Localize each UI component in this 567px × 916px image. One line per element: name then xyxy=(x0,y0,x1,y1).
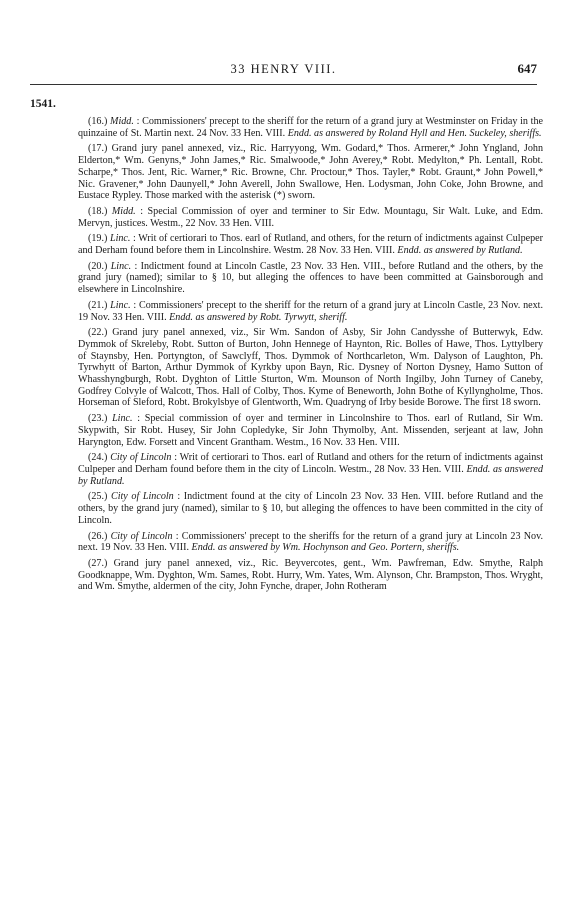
page-number: 647 xyxy=(517,61,537,76)
page-header xyxy=(30,62,537,78)
entry-endorsement: Endd. as answered by Robt. Tyrwytt, sheriff. xyxy=(169,311,348,323)
document-body xyxy=(78,116,543,597)
entry-number: (25.) xyxy=(88,491,108,503)
entry-24 xyxy=(78,452,543,487)
entry-number: (27.) xyxy=(88,557,108,569)
entry-number: (23.) xyxy=(88,413,108,425)
entry-number: (24.) xyxy=(88,452,108,464)
entry-number: (22.) xyxy=(88,327,108,339)
entry-text: Grand jury panel annexed, viz., Ric. Harryyong, Wm. Godard,* Thos. Armerer,* John Yngland, John Elderton,* Wm. Genyns,* John James,* Ric. Smalwoode,* John Averey,* Robt. Medylton,* Ph. Lentall, Robt. Scharpe,* Thos. Jent, Ric. Warner,* Ric. Browne, Chr. Proctour,* Thos. Tayler,* Robt. Graunt,* John Powell,* Nic. Gravener,* John Daunyell,* John Averell, John Swallowe, Hen. Lodysman, John Coke, John Browne, and Eustace Rypley. Those marked with the asterisk (*) sworn. xyxy=(78,143,543,202)
entry-number: (17.) xyxy=(88,143,108,155)
entry-23 xyxy=(78,413,543,448)
entry-place: Midd. xyxy=(110,116,134,127)
entry-place: City of Lincoln xyxy=(110,452,172,464)
running-title: 33 HENRY VIII. xyxy=(230,62,337,76)
entry-place: Linc. xyxy=(110,260,132,272)
entry-place: Linc. xyxy=(109,233,131,245)
entry-17 xyxy=(78,143,543,202)
entry-22 xyxy=(78,327,543,409)
entry-19 xyxy=(78,233,543,256)
entry-number: (21.) xyxy=(88,299,108,311)
entry-text: : Writ of certiorari to Thos. earl of Rutland and others for the return of indictments against Culpeper and Derham found before them in the city of Lincoln. Westm., 28 Nov. 33 Hen. VIII. xyxy=(78,452,544,475)
entry-20 xyxy=(78,261,543,296)
entry-place: Linc. xyxy=(110,299,131,311)
entry-26 xyxy=(78,531,543,554)
entry-text: : Special commission of oyer and terminer in Lincolnshire to Thos. earl of Rutland, Sir Wm. Skypwith, Sir Robt. Husey, Sir John Copledyke, Sir John Thymolby, Ant. Missenden, serjeant at law, John Haryngton, Edw. Forsett and Vincent Grantham. Westm., 16 Nov. 33 Hen. VIII. xyxy=(78,413,543,448)
entry-endorsement: Endd. as answered by Rutland. xyxy=(397,245,523,257)
entry-number: (19.) xyxy=(88,233,108,245)
entry-text: : Commissioners' precept to the sheriffs for the return of a grand jury at Lincoln 23 Nov. next. 19 Nov. 33 Hen. VIII. xyxy=(78,530,543,554)
header-rule xyxy=(30,84,537,85)
entry-number: (18.) xyxy=(88,205,108,217)
entry-number: (16.) xyxy=(88,116,108,127)
entry-21 xyxy=(78,300,543,323)
entry-text: : Indictment found at the city of Lincoln 23 Nov. 33 Hen. VIII. before Rutland and the others, by the grand jury (named), similar to § 10, but alleging the offences to have been committed in the city of Lincoln. xyxy=(78,491,544,526)
entry-text: Grand jury panel annexed, viz., Sir Wm. Sandon of Asby, Sir John Candysshe of Butterwyk, Edw. Dymmok of Skreleby, Robt. Sutton of Burton, John Hennege of Haynton, Ric. Bolles of Hawe, Thos. Lyttylbery of Staynsby, Hen. Portyngton, of Sawclyff, Thos. Dymmok of Northcarleton, Wm. Dalyson of Laughton, Ph. Tyrwhytt of Barton, Arthur Dymmok of Kyrkby upon Bayn, Ric. Dysney of Norton Dysney, Hamo Sutton of Whasshyngburgh, Robt. Dyghton of Little Sturton, Wm. Mounson of North Ingilby, John Turney of Caneby, Godfrey Colvyle of Walcott, Thos. Hall of Colby, Thos. Kyme of Beneworth, John Bothe of Kyllyngholme, Thos. Horseman of Sleford, Robt. Brokylsbye of Glentworth, Wm. Quadryng of Irby beside Borowe. The first 18 sworn. xyxy=(78,327,543,409)
entry-endorsement: Endd. as answered by Roland Hyll and Hen. Suckeley, sheriffs. xyxy=(287,127,542,139)
entry-number: (26.) xyxy=(88,530,108,542)
margin-year: 1541. xyxy=(30,98,56,110)
entry-text: : Commissioners' precept to the sheriff for the return of a grand jury at Westminster on Friday in the quinzaine of St. Martin next. 24 Nov. 33 Hen. VIII. xyxy=(78,116,543,139)
entry-endorsement: Endd. as answered by Rutland. xyxy=(78,463,543,487)
entry-27 xyxy=(78,558,543,593)
entry-place: City of Lincoln xyxy=(110,491,174,503)
entry-text: : Writ of certiorari to Thos. earl of Rutland, and others, for the return of indictments against Culpeper and Derham found before them in Lincolnshire. Westm. 28 Nov. 33 Hen. VIII. xyxy=(78,233,543,257)
entry-text: : Commissioners' precept to the sheriff for the return of a grand jury at Lincoln Castle, 23 Nov. next. 19 Nov. 33 Hen. VIII. xyxy=(78,299,543,323)
entry-place: City of Lincoln xyxy=(110,530,173,542)
entry-text: Grand jury panel annexed, viz., Ric. Beyvercotes, gent., Wm. Pawfreman, Edw. Smythe, Ralph Goodknappe, Wm. Dyghton, Wm. Sames, Robt. Hurry, Wm. Yates, Wm. Alynson, Chr. Brampston, Thos. Wryght, and Wm. Smythe, aldermen of the city, John Fynche, draper, John Rotheram xyxy=(78,557,543,593)
entry-place: Linc. xyxy=(112,413,133,425)
entry-18 xyxy=(78,206,543,229)
entry-text: : Special Commission of oyer and terminer to Sir Edw. Mountagu, Sir Walt. Luke, and Edm. Mervyn, justices. Westm., 22 Nov. 33 Hen. VIII. xyxy=(78,205,544,229)
entry-endorsement: Endd. as answered by Wm. Hochynson and Geo. Portern, sheriffs. xyxy=(191,542,460,554)
entry-place: Midd. xyxy=(111,205,136,217)
entry-text: : Indictment found at Lincoln Castle, 23 Nov. 33 Hen. VIII., before Rutland and the others, by the grand jury (named); similar to § 10, but alleging the offences to have been committed at Gainsborough and elsewhere in Lincolnshire. xyxy=(78,260,543,296)
entry-25 xyxy=(78,491,543,526)
entry-number: (20.) xyxy=(88,260,108,272)
entry-16 xyxy=(78,116,543,139)
